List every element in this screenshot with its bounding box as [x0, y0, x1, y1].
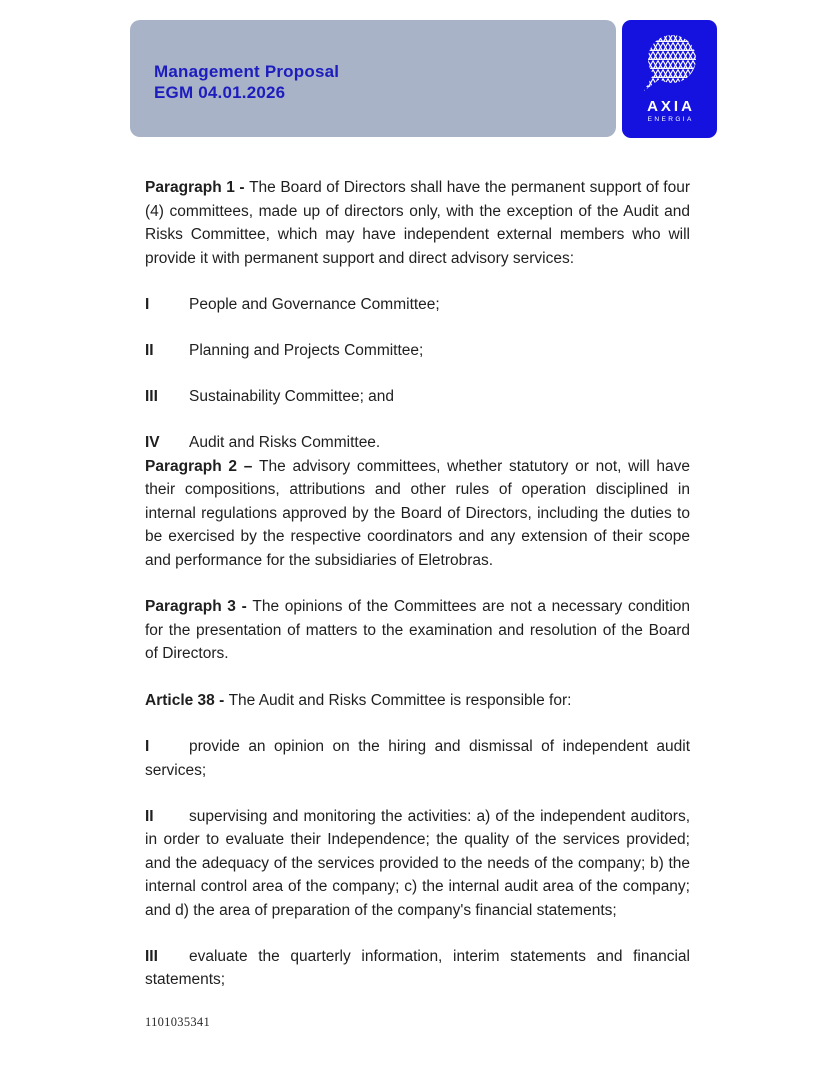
article-38-item-2-text: supervising and monitoring the activities: a) of the independent auditors, in order to evaluate their Independence; the quality of the services provided; and the adequacy of the services provided to the needs of the company; b) the internal control area of the company; c) the internal audit area of the company; and d) the area of preparation of the company's financial statements; — [145, 807, 690, 919]
logo-brand-text: AXIA — [647, 98, 695, 115]
paragraph-3-lead: Paragraph 3 - — [145, 598, 253, 615]
committee-item-3-numeral: III — [145, 388, 158, 405]
committee-item-4 — [145, 431, 690, 455]
paragraph-1 — [145, 176, 690, 270]
committee-item-2-text: Planning and Projects Committee; — [189, 342, 424, 359]
paragraph-2 — [145, 455, 690, 573]
header-banner — [130, 20, 616, 137]
committee-item-3 — [145, 385, 690, 409]
paragraph-1-lead: Paragraph 1 - — [145, 179, 250, 196]
document-title-block — [154, 61, 339, 103]
committee-item-1-numeral: I — [145, 296, 150, 313]
logo-sub-text: ENERGIA — [647, 116, 694, 123]
paragraph-3-text: The opinions of the Committees are not a necessary condition for the presentation of matters to the examination and resolution of the Board of Directors. — [145, 598, 690, 662]
article-38-item-3 — [145, 945, 690, 992]
geodesic-sphere-icon — [638, 33, 702, 95]
article-38-heading — [145, 689, 690, 713]
article-38-item-3-numeral: III — [145, 947, 158, 965]
committee-item-2 — [145, 339, 690, 363]
committee-item-2-numeral: II — [145, 342, 154, 359]
paragraph-2-lead: Paragraph 2 – — [145, 457, 260, 475]
article-38-item-1-numeral: I — [145, 738, 150, 755]
paragraph-3 — [145, 595, 690, 666]
committee-item-4-numeral: IV — [145, 434, 160, 451]
article-38-item-3-text: evaluate the quarterly information, interim statements and financial statements; — [145, 947, 690, 988]
document-subtitle: EGM 04.01.2026 — [154, 83, 286, 102]
committee-item-4-text: Audit and Risks Committee. — [189, 434, 381, 451]
committee-item-1-text: People and Governance Committee; — [189, 296, 440, 313]
article-38-item-2 — [145, 805, 690, 923]
committee-item-1 — [145, 293, 690, 317]
company-logo — [622, 20, 717, 138]
document-body — [145, 176, 690, 1014]
footer-doc-number: 1101035341 — [145, 1015, 211, 1029]
article-38-item-1-text: provide an opinion on the hiring and dismissal of independent audit services; — [145, 738, 690, 779]
article-38-text: The Audit and Risks Committee is responsible for: — [228, 691, 572, 709]
paragraph-1-text: The Board of Directors shall have the permanent support of four (4) committees, made up of directors only, with the exception of the Audit and Risks Committee, which may have independent external members who will provide it with permanent support and direct advisory services: — [145, 179, 691, 267]
document-title: Management Proposal — [154, 62, 340, 81]
article-38-lead: Article 38 - — [145, 691, 229, 709]
article-38-item-2-numeral: II — [145, 807, 154, 825]
paragraph-2-text: The advisory committees, whether statutory or not, will have their compositions, attributions and other rules of operation disciplined in internal regulations approved by the Board of Directors, including the duties to be exercised by the respective coordinators and any extension of their scope and performance for the subsidiaries of Eletrobras. — [145, 457, 691, 569]
article-38-item-1 — [145, 735, 690, 782]
committee-item-3-text: Sustainability Committee; and — [189, 388, 395, 405]
